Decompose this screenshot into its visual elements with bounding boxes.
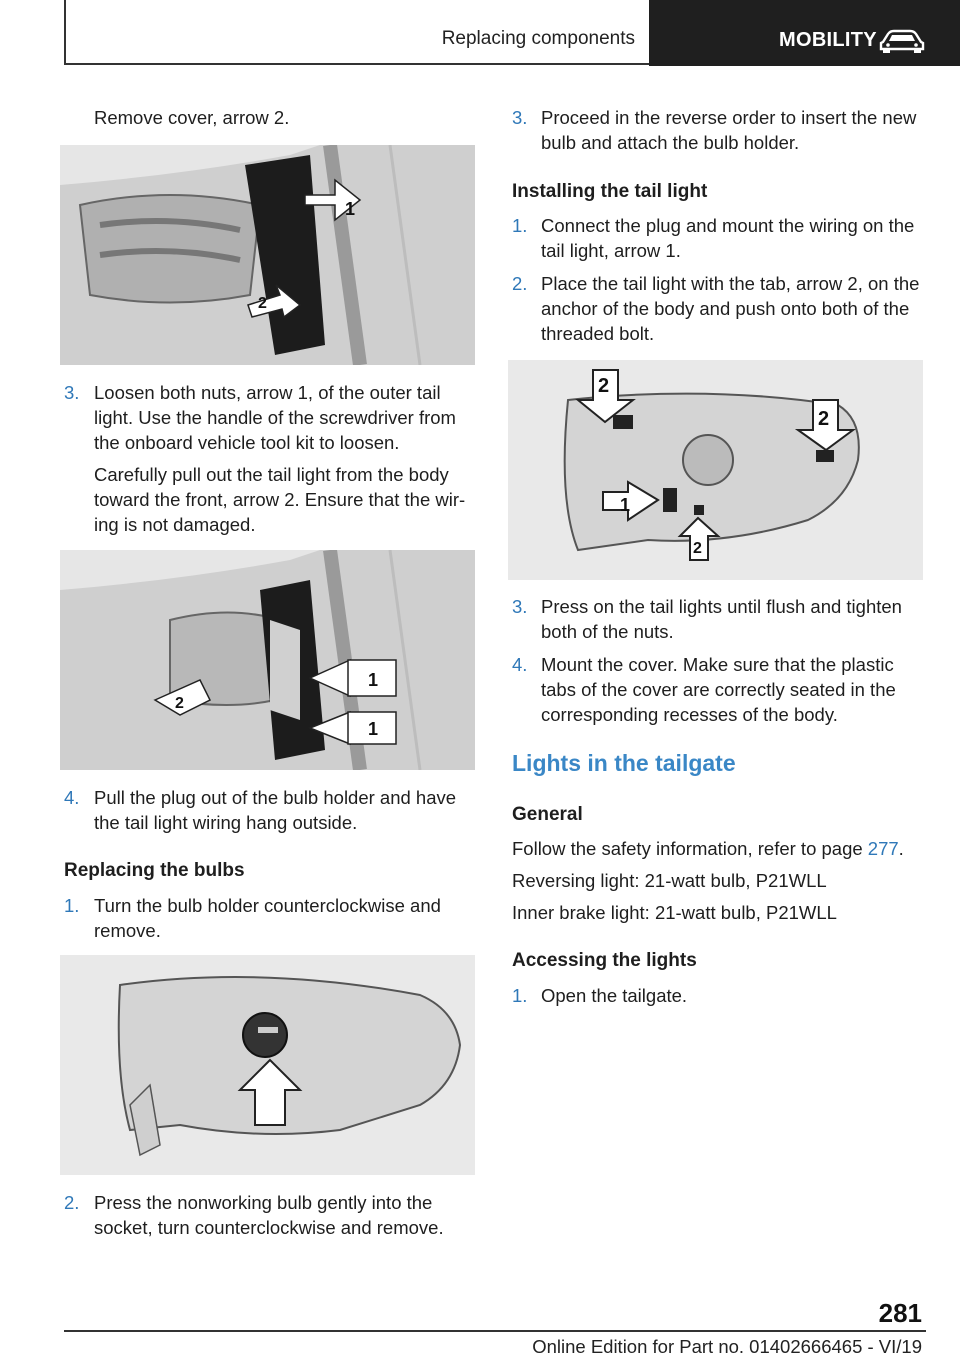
arrow-label: 1 — [368, 670, 379, 690]
figure-pull-out-tail-light — [60, 550, 475, 770]
figure-remove-cover — [60, 145, 475, 365]
step-text: Loosen both nuts, arrow 1, of the outer tail light. Use the handle of the screwdriver from the onboard vehicle tool kit to loosen. — [94, 382, 456, 453]
header-chapter-tab[interactable] — [649, 0, 960, 66]
chapter-label: MOBILITY — [779, 29, 877, 51]
arrow-label: 1 — [620, 495, 631, 515]
intro-text: Remove cover, arrow 2. — [94, 107, 290, 128]
step-text: Place the tail light with the tab, arrow 2, on the anchor of the body and push onto both of the threaded bolt. — [541, 273, 920, 344]
subheading-installing: Installing the tail light — [512, 181, 708, 202]
arrow-label: 2 — [175, 695, 184, 712]
step-number: 4. — [64, 787, 80, 808]
step-text: Proceed in the reverse order to insert the new bulb and attach the bulb holder. — [541, 107, 917, 153]
step-number: 3. — [512, 596, 528, 617]
reversing-light-spec: Reversing light: 21-watt bulb, P21WLL — [512, 870, 827, 891]
step-number: 3. — [512, 107, 528, 128]
step-number: 1. — [512, 215, 528, 236]
car-icon — [879, 28, 925, 54]
page-number: 281 — [878, 1298, 922, 1328]
step-text-continued: Carefully pull out the tail light from the body toward the front, arrow 2. Ensure that the wir‐ing is not damaged. — [94, 464, 466, 535]
inner-brake-light-spec: Inner brake light: 21-watt bulb, P21WLL — [512, 902, 837, 923]
subheading-replacing-bulbs: Replacing the bulbs — [64, 860, 245, 881]
header-left-rule — [64, 0, 66, 64]
safety-info-label: Follow the safety information, refer to page — [512, 838, 868, 859]
subheading-accessing: Accessing the lights — [512, 950, 697, 971]
step-text: Turn the bulb holder counterclockwise and remove. — [94, 895, 441, 941]
step-text: Mount the cover. Make sure that the plastic tabs of the cover are correctly seated in the corresponding recesses of the body. — [541, 654, 896, 725]
arrow-label: 2 — [598, 375, 610, 397]
safety-info-end: . — [898, 838, 904, 859]
header-rule — [64, 63, 650, 65]
arrow-label: 2 — [258, 295, 267, 312]
figure-install-tail-light — [508, 360, 923, 580]
footer-rule — [64, 1330, 926, 1332]
arrow-label: 2 — [693, 540, 702, 557]
page-reference-link[interactable]: 277 — [867, 838, 899, 859]
section-heading-tailgate-lights: Lights in the tailgate — [512, 750, 736, 776]
step-number: 1. — [512, 985, 528, 1006]
step-text: Press the nonworking bulb gently into the socket, turn counterclockwise and remove. — [94, 1192, 444, 1238]
figure-bulb-holder — [60, 955, 475, 1175]
arrow-label: 1 — [345, 199, 356, 219]
step-text: Pull the plug out of the bulb holder and have the tail light wiring hang outside. — [94, 787, 457, 833]
step-number: 3. — [64, 382, 80, 403]
arrow-label: 1 — [368, 719, 379, 739]
edition-text: Online Edition for Part no. 01402666465 - VI/19 — [532, 1336, 922, 1357]
step-text: Connect the plug and mount the wiring on the tail light, arrow 1. — [541, 215, 915, 261]
step-text: Open the tailgate. — [541, 985, 688, 1006]
subheading-general: General — [512, 804, 583, 825]
safety-info-text — [512, 836, 927, 861]
header-section-title: Replacing components — [441, 28, 635, 49]
step-text: Press on the tail lights until flush and tighten both of the nuts. — [541, 596, 902, 642]
step-number: 4. — [512, 654, 528, 675]
step-number: 2. — [64, 1192, 80, 1213]
step-number: 2. — [512, 273, 528, 294]
step-number: 1. — [64, 895, 80, 916]
arrow-label: 2 — [818, 408, 830, 430]
